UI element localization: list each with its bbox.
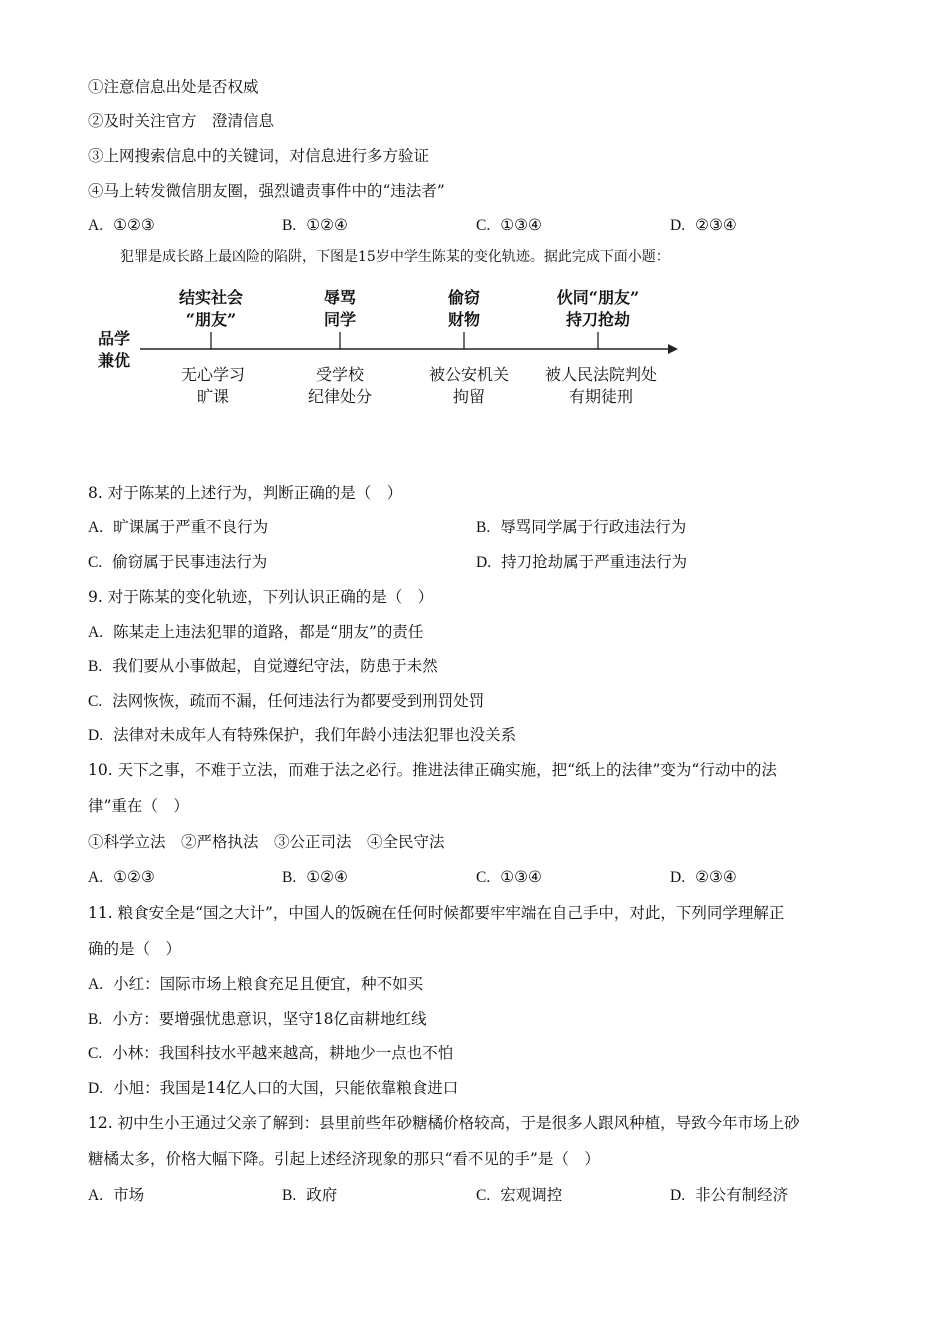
q10-items: ①科学立法 ②严格执法 ③公正司法 ④全民守法: [88, 833, 445, 851]
prev-option-c: C. ①③④: [476, 216, 542, 234]
q12-option-d: D. 非公有制经济: [670, 1186, 789, 1204]
q10-stem-line2: 律”重在（ ）: [88, 797, 189, 815]
q8-option-b: B. 辱骂同学属于行政违法行为: [476, 518, 687, 536]
prev-option-a: A. ①②③: [88, 216, 155, 234]
timeline-bottom-3: 被公安机关 拘留: [428, 365, 509, 406]
timeline-top-4: 伙同“朋友” 持刀抢劫: [556, 288, 640, 329]
prev-item-2: ②及时关注官方 澄清信息: [88, 112, 275, 130]
timeline-bottom-1: 无心学习 旷课: [180, 365, 245, 406]
timeline-bottom-2: 受学校 纪律处分: [307, 365, 372, 406]
prev-option-d: D. ②③④: [670, 216, 737, 234]
timeline-bottom-4: 被人民法院判处 有期徒刑: [544, 365, 657, 406]
material-intro: 犯罪是成长路上最凶险的陷阱，下图是15岁中学生陈某的变化轨迹。据此完成下面小题：: [120, 249, 670, 265]
q8-option-a: A. 旷课属于严重不良行为: [88, 518, 269, 536]
prev-option-b: B. ①②④: [282, 216, 348, 234]
timeline-top-2: 辱骂 同学: [323, 288, 356, 329]
q10-option-d: D. ②③④: [670, 868, 737, 886]
q9-option-d: D. 法律对未成年人有特殊保护，我们年龄小违法犯罪也没关系: [88, 726, 517, 744]
q11-stem-line1: 11. 粮食安全是“国之大计”，中国人的饭碗在任何时候都要牢牢端在自己手中，对此，下列同学理解正: [88, 904, 785, 922]
q10-option-a: A. ①②③: [88, 868, 155, 886]
q10-option-b: B. ①②④: [282, 868, 348, 886]
q12-option-c: C. 宏观调控: [476, 1186, 563, 1204]
timeline-start-label: 品学 兼优: [98, 329, 131, 370]
q9-option-c: C. 法网恢恢，疏而不漏，任何违法行为都要受到刑罚处罚: [88, 692, 485, 710]
q9-stem: 9. 对于陈某的变化轨迹，下列认识正确的是（ ）: [88, 588, 434, 606]
q8-stem: 8. 对于陈某的上述行为，判断正确的是（ ）: [88, 484, 403, 502]
q10-stem-line1: 10. 天下之事，不难于立法，而难于法之必行。推进法律正确实施，把“纸上的法律”变为“行动中的法: [88, 761, 777, 779]
timeline-top-3: 偷窃 财物: [447, 288, 480, 329]
q12-option-a: A. 市场: [88, 1186, 145, 1204]
q9-option-b: B. 我们要从小事做起，自觉遵纪守法，防患于未然: [88, 657, 438, 675]
q12-stem-line1: 12. 初中生小王通过父亲了解到：县里前些年砂糖橘价格较高，于是很多人跟风种植，导致今年市场上砂: [88, 1114, 800, 1132]
prev-item-3: ③上网搜索信息中的关键词，对信息进行多方验证: [88, 147, 430, 165]
q8-option-d: D. 持刀抢劫属于严重违法行为: [476, 553, 688, 571]
q11-option-d: D. 小旭：我国是14亿人口的大国，只能依靠粮食进口: [88, 1079, 459, 1097]
prev-item-1: ①注意信息出处是否权威: [88, 78, 259, 96]
q11-option-b: B. 小方：要增强忧患意识，坚守18亿亩耕地红线: [88, 1010, 427, 1028]
prev-item-4: ④马上转发微信朋友圈，强烈谴责事件中的“违法者”: [88, 182, 445, 200]
q11-option-c: C. 小林：我国科技水平越来越高，耕地少一点也不怕: [88, 1044, 454, 1062]
q12-option-b: B. 政府: [282, 1186, 338, 1204]
q11-option-a: A. 小红：国际市场上粮食充足且便宜，种不如买: [88, 975, 424, 993]
timeline-arrowhead: [668, 344, 678, 354]
q9-option-a: A. 陈某走上违法犯罪的道路，都是“朋友”的责任: [88, 623, 424, 641]
q10-option-c: C. ①③④: [476, 868, 542, 886]
q8-option-c: C. 偷窃属于民事违法行为: [88, 553, 268, 571]
q12-stem-line2: 糖橘太多，价格大幅下降。引起上述经济现象的那只“看不见的手”是（ ）: [88, 1150, 600, 1168]
timeline-top-1: 结实社会 “朋友”: [178, 288, 243, 329]
q11-stem-line2: 确的是（ ）: [88, 940, 182, 958]
